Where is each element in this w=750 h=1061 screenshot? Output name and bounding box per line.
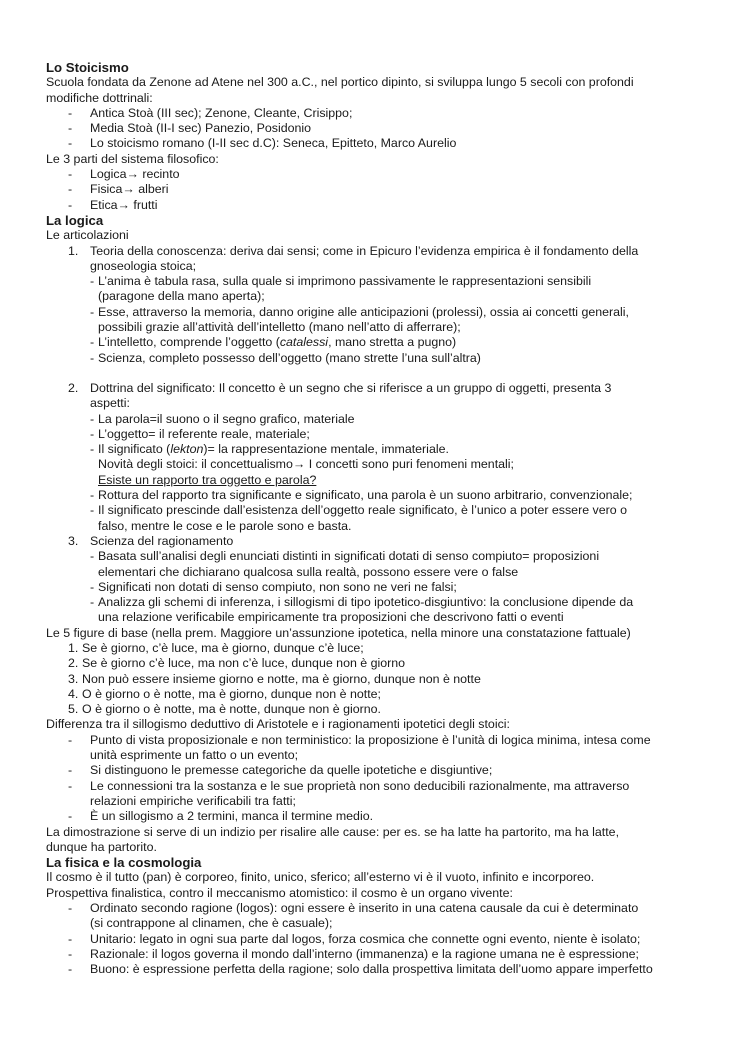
sub-item: - L’intelletto, comprende l’oggetto (catalessi, mano stretta a pugno) xyxy=(90,335,457,350)
list-item: - Logica→ recinto xyxy=(68,167,180,182)
intro-line: modifiche dottrinali: xyxy=(46,90,153,105)
list-item-continuation: relazioni empiriche verificabili tra fatti; xyxy=(90,793,296,808)
sub-item: - Il significato (lekton)= la rappresentazione mentale, immateriale. xyxy=(90,442,449,457)
figure-item: 4. O è giorno o è notte, ma è giorno, dunque non è notte; xyxy=(68,686,381,701)
list-item: - Punto di vista proposizionale e non terministico: la proposizione è l’unità di logica minima, intesa come xyxy=(68,732,651,747)
list-item: - Media Stoà (II-I sec) Panezio, Posidonio xyxy=(68,121,312,136)
list-item: - Razionale: il logos governa il mondo dall’interno (immanenza) e la ragione umana ne è espressione; xyxy=(68,946,639,961)
list-item: - Ordinato secondo ragione (logos): ogni essere è inserito in una catena causale da cui è determinato xyxy=(68,901,639,916)
parts-intro: Le 3 parti del sistema filosofico: xyxy=(46,151,219,166)
sub-item: - Analizza gli schemi di inferenza, i sillogismi di tipo ipotetico-disgiuntivo: la conclusione dipende da xyxy=(90,595,634,610)
section-subheading: Le articolazioni xyxy=(46,228,129,243)
sub-item: - Rottura del rapporto tra significante e significato, una parola è un suono arbitrario, convenzionale; xyxy=(90,488,633,503)
list-item: - Etica→ frutti xyxy=(68,197,158,212)
section-heading-logic: La logica xyxy=(46,212,104,228)
list-item: - È un sillogismo a 2 termini, manca il termine medio. xyxy=(68,809,374,824)
numbered-item: 1. Teoria della conoscenza: deriva dai sensi; come in Epicuro l’evidenza empirica è il fondamento della xyxy=(68,243,639,258)
sub-item-continuation: elementari che dichiarano qualcosa sulla realtà, possono essere vere o false xyxy=(98,564,519,579)
list-item: - Fisica→ alberi xyxy=(68,182,169,197)
numbered-item-continuation: gnoseologia stoica; xyxy=(90,258,197,273)
question-line: Esiste un rapporto tra oggetto e parola? xyxy=(98,472,317,487)
figure-item: 5. O è giorno o è notte, ma è notte, dunque non è giorno. xyxy=(68,702,381,717)
sub-item-continuation: possibili grazie all’attività dell’intelletto (mano nell’atto di afferrare); xyxy=(98,320,461,335)
list-item-continuation: unità esprimente un fatto o un evento; xyxy=(90,748,299,763)
section-heading-physics: La fisica e la cosmologia xyxy=(46,855,202,871)
figures-intro: Le 5 figure di base (nella prem. Maggiore un’assunzione ipotetica, nella minore una constatazione fattuale) xyxy=(46,625,631,640)
physics-line: Prospettiva finalistica, contro il meccanismo atomistico: il cosmo è un organo vivente: xyxy=(46,885,513,900)
physics-line: Il cosmo è il tutto (pan) è corporeo, finito, unico, sferico; all’esterno vi è il vuoto, infinito e incorporeo. xyxy=(46,870,595,885)
list-item: - Si distinguono le premesse categoriche da quelle ipotetiche e disgiuntive; xyxy=(68,763,493,778)
demonstration-line: La dimostrazione si serve di un indizio per risalire alle cause: per es. se ha latte ha partorito, ma ha latte, xyxy=(46,824,620,839)
intro-line: Scuola fondata da Zenone ad Atene nel 300 a.C., nel portico dipinto, si sviluppa lungo 5 secoli con profondi xyxy=(46,75,634,90)
difference-intro: Differenza tra il sillogismo deduttivo di Aristotele e i ragionamenti ipotetici degli stoici: xyxy=(46,717,510,732)
figure-item: 1. Se è giorno, c’è luce, ma è giorno, dunque c’è luce; xyxy=(68,640,364,655)
sub-item: - Esse, attraverso la memoria, danno origine alle anticipazioni (prolessi), ossia ai concetti generali, xyxy=(90,304,629,319)
sub-item: - Significati non dotati di senso compiuto, non sono ne veri ne falsi; xyxy=(90,579,457,594)
list-item: - Lo stoicismo romano (I-II sec d.C): Seneca, Epitteto, Marco Aurelio xyxy=(68,136,457,151)
figure-item: 3. Non può essere insieme giorno e notte, ma è giorno, dunque non è notte xyxy=(68,671,481,686)
document-title: Lo Stoicismo xyxy=(46,60,129,75)
numbered-item: 3. Scienza del ragionamento xyxy=(68,533,234,548)
novita-line: Novità degli stoici: il concettualismo→ I concetti sono puri fenomeni mentali; xyxy=(98,457,514,472)
numbered-item-continuation: aspetti: xyxy=(90,396,130,411)
list-item: - Unitario: legato in ogni sua parte dal logos, forza cosmica che connette ogni evento, niente è isolato; xyxy=(68,931,641,946)
list-item: - Le connessioni tra la sostanza e le sue proprietà non sono deducibili razionalmente, ma attraverso xyxy=(68,778,630,793)
sub-item: - L’anima è tabula rasa, sulla quale si imprimono passivamente le rappresentazioni sensibili xyxy=(90,274,592,289)
sub-item: - La parola=il suono o il segno grafico, materiale xyxy=(90,411,355,426)
sub-item-continuation: una relazione verificabile empiricamente tra proposizioni che descrivono fatti o eventi xyxy=(98,610,564,625)
sub-item-continuation: (paragone della mano aperta); xyxy=(98,289,265,304)
sub-item: - Basata sull’analisi degli enunciati distinti in significati dotati di senso compiuto= proposizioni xyxy=(90,549,600,564)
list-item-continuation: (si contrappone al clinamen, che è casuale); xyxy=(90,916,333,931)
figure-item: 2. Se è giorno c’è luce, ma non c’è luce, dunque non è giorno xyxy=(68,656,406,671)
list-item: - Antica Stoà (III sec); Zenone, Cleante, Crisippo; xyxy=(68,105,353,120)
list-item: - Buono: è espressione perfetta della ragione; solo dalla prospettiva limitata dell’uomo appare imperfetto xyxy=(68,962,653,977)
demonstration-line: dunque ha partorito. xyxy=(46,839,157,854)
sub-item: - Scienza, completo possesso dell’oggetto (mano strette l’una sull’altra) xyxy=(90,350,481,365)
numbered-item: 2. Dottrina del significato: Il concetto è un segno che si riferisce a un gruppo di oggetti, presenta 3 xyxy=(68,380,612,395)
sub-item: - L’oggetto= il referente reale, materiale; xyxy=(90,426,310,441)
sub-item: - Il significato prescinde dall’esistenza dell’oggetto reale significato, è l’unico a poter essere vero o xyxy=(90,503,627,518)
sub-item-continuation: falso, mentre le cose e le parole sono e basta. xyxy=(98,518,352,533)
